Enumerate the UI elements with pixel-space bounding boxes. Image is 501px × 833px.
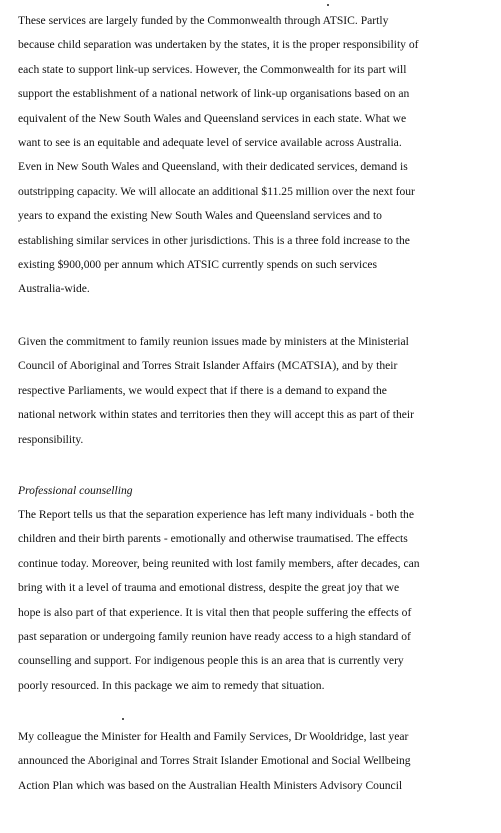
text-line: Given the commitment to family reunion issues made by ministers at the Ministerial [18,335,409,348]
text-line: poorly resourced. In this package we aim to remedy that situation. [18,678,325,692]
text-line: Even in New South Wales and Queensland, with their dedicated services, demand is [18,160,408,174]
scan-speck [327,4,329,6]
text-line: announced the Aboriginal and Torres Strait Islander Emotional and Social Wellbeing [18,754,411,768]
text-line: each state to support link-up services. However, the Commonwealth for its part will [18,62,407,76]
text-line: Council of Aboriginal and Torres Strait Islander Affairs (MCATSIA), and by their [18,359,398,373]
section-heading [18,479,490,503]
paragraph-link-up-services [18,9,490,302]
text-line: children and their birth parents - emotionally and otherwise traumatised. The effects [18,532,408,546]
text-line: bring with it a level of trauma and emotional distress, despite the great joy that we [18,581,400,595]
text-line: existing $900,000 per annum which ATSIC currently spends on such services [18,258,378,272]
paragraph-family-reunion [18,330,490,452]
text-line: Action Plan which was based on the Australian Health Ministers Advisory Council [18,778,403,792]
text-line: hope is also part of that experience. It is vital then that people suffering the effects of [18,605,412,619]
text-line: Australia-wide. [18,282,90,296]
heading-text: Professional counselling [18,484,133,497]
paragraph-action-plan [18,725,490,798]
text-line: respective Parliaments, we would expect that if there is a demand to expand the [18,383,387,397]
text-line: years to expand the existing New South Wales and Queensland services and to [18,209,382,223]
text-line: national network within states and territories then they will accept this as part of their [18,408,415,422]
text-line: continue today. Moreover, being reunited with lost family members, after decades, can [18,556,420,570]
text-line: equivalent of the New South Wales and Queensland services in each state. What we [18,111,407,125]
paragraph-counselling [18,503,490,698]
text-line: counselling and support. For indigenous people this is an area that is currently very [18,654,404,668]
text-line: want to see is an equitable and adequate level of service available across Australia. [18,136,402,150]
text-line: outstripping capacity. We will allocate an additional $11.25 million over the next four [18,184,415,198]
scan-speck [122,718,124,720]
text-line: The Report tells us that the separation experience has left many individuals - both the [18,508,415,521]
text-line: responsibility. [18,432,84,446]
text-line: support the establishment of a national network of link-up organisations based on an [18,87,410,101]
text-line: because child separation was undertaken by the states, it is the proper responsibility of [18,38,419,52]
text-line: past separation or undergoing family reunion have ready access to a high standard of [18,630,411,644]
text-line: My colleague the Minister for Health and Family Services, Dr Wooldridge, last year [18,730,409,743]
text-line: establishing similar services in other jurisdictions. This is a three fold increase to the [18,233,410,247]
text-line: These services are largely funded by the Commonwealth through ATSIC. Partly [18,14,389,27]
